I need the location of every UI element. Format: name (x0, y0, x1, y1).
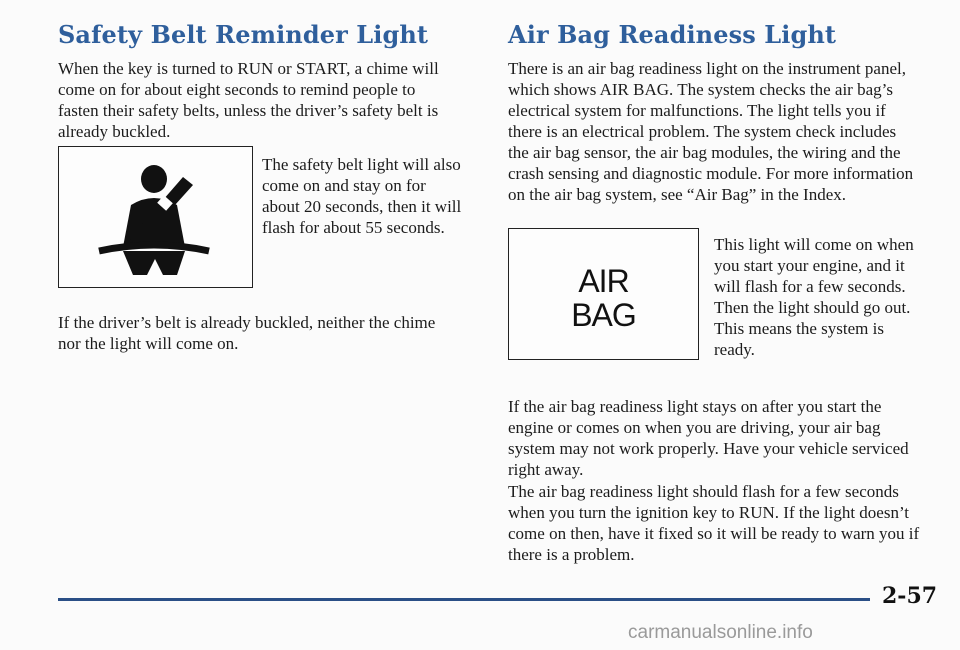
section-title-air-bag: Air Bag Readiness Light (508, 20, 837, 49)
safety-belt-intro: When the key is turned to RUN or START, a chime will come on for about eight seconds to remind people to fasten their safety belts, unless the driver’s safety belt is already buckled. (58, 59, 439, 141)
air-bag-paragraph-3: The air bag readiness light should flash for a few seconds when you turn the ignition key to RUN. If the light doesn’t come on then, have it fixed so it will be ready to warn you if there is a problem. (508, 482, 920, 564)
air-bag-side-text: This light will come on when you start your engine, and it will flash for a few seconds. Then the light should go out. This means the system is ready. (714, 235, 914, 359)
page-number: 2-57 (882, 583, 938, 609)
air-bag-icon-line2: BAG (571, 297, 636, 333)
footer-rule (58, 598, 870, 601)
air-bag-paragraph-2: If the air bag readiness light stays on after you start the engine or comes on when you are driving, your air bag system may not work properly. Have your vehicle serviced right away. (508, 397, 909, 479)
watermark: carmanualsonline.info (628, 622, 813, 643)
air-bag-icon-box (508, 228, 699, 360)
section-title-safety-belt: Safety Belt Reminder Light (58, 20, 429, 49)
seatbelt-person-icon (59, 147, 252, 287)
air-bag-icon-line1: AIR (578, 263, 629, 299)
safety-belt-side-text: The safety belt light will also come on and stay on for about 20 seconds, then it will flash for about 55 seconds. (262, 155, 462, 237)
air-bag-intro: There is an air bag readiness light on the instrument panel, which shows AIR BAG. The system checks the air bag’s electrical system for malfunctions. The light tells you if there is an electrical problem. The system check includes the air bag sensor, the air bag modules, the wiring and the crash sensing and diagnostic module. For more information on the air bag system, see “Air Bag” in the Index. (508, 59, 914, 204)
seatbelt-icon-box (58, 146, 253, 288)
safety-belt-footer-text: If the driver’s belt is already buckled, neither the chime nor the light will come on. (58, 313, 436, 353)
